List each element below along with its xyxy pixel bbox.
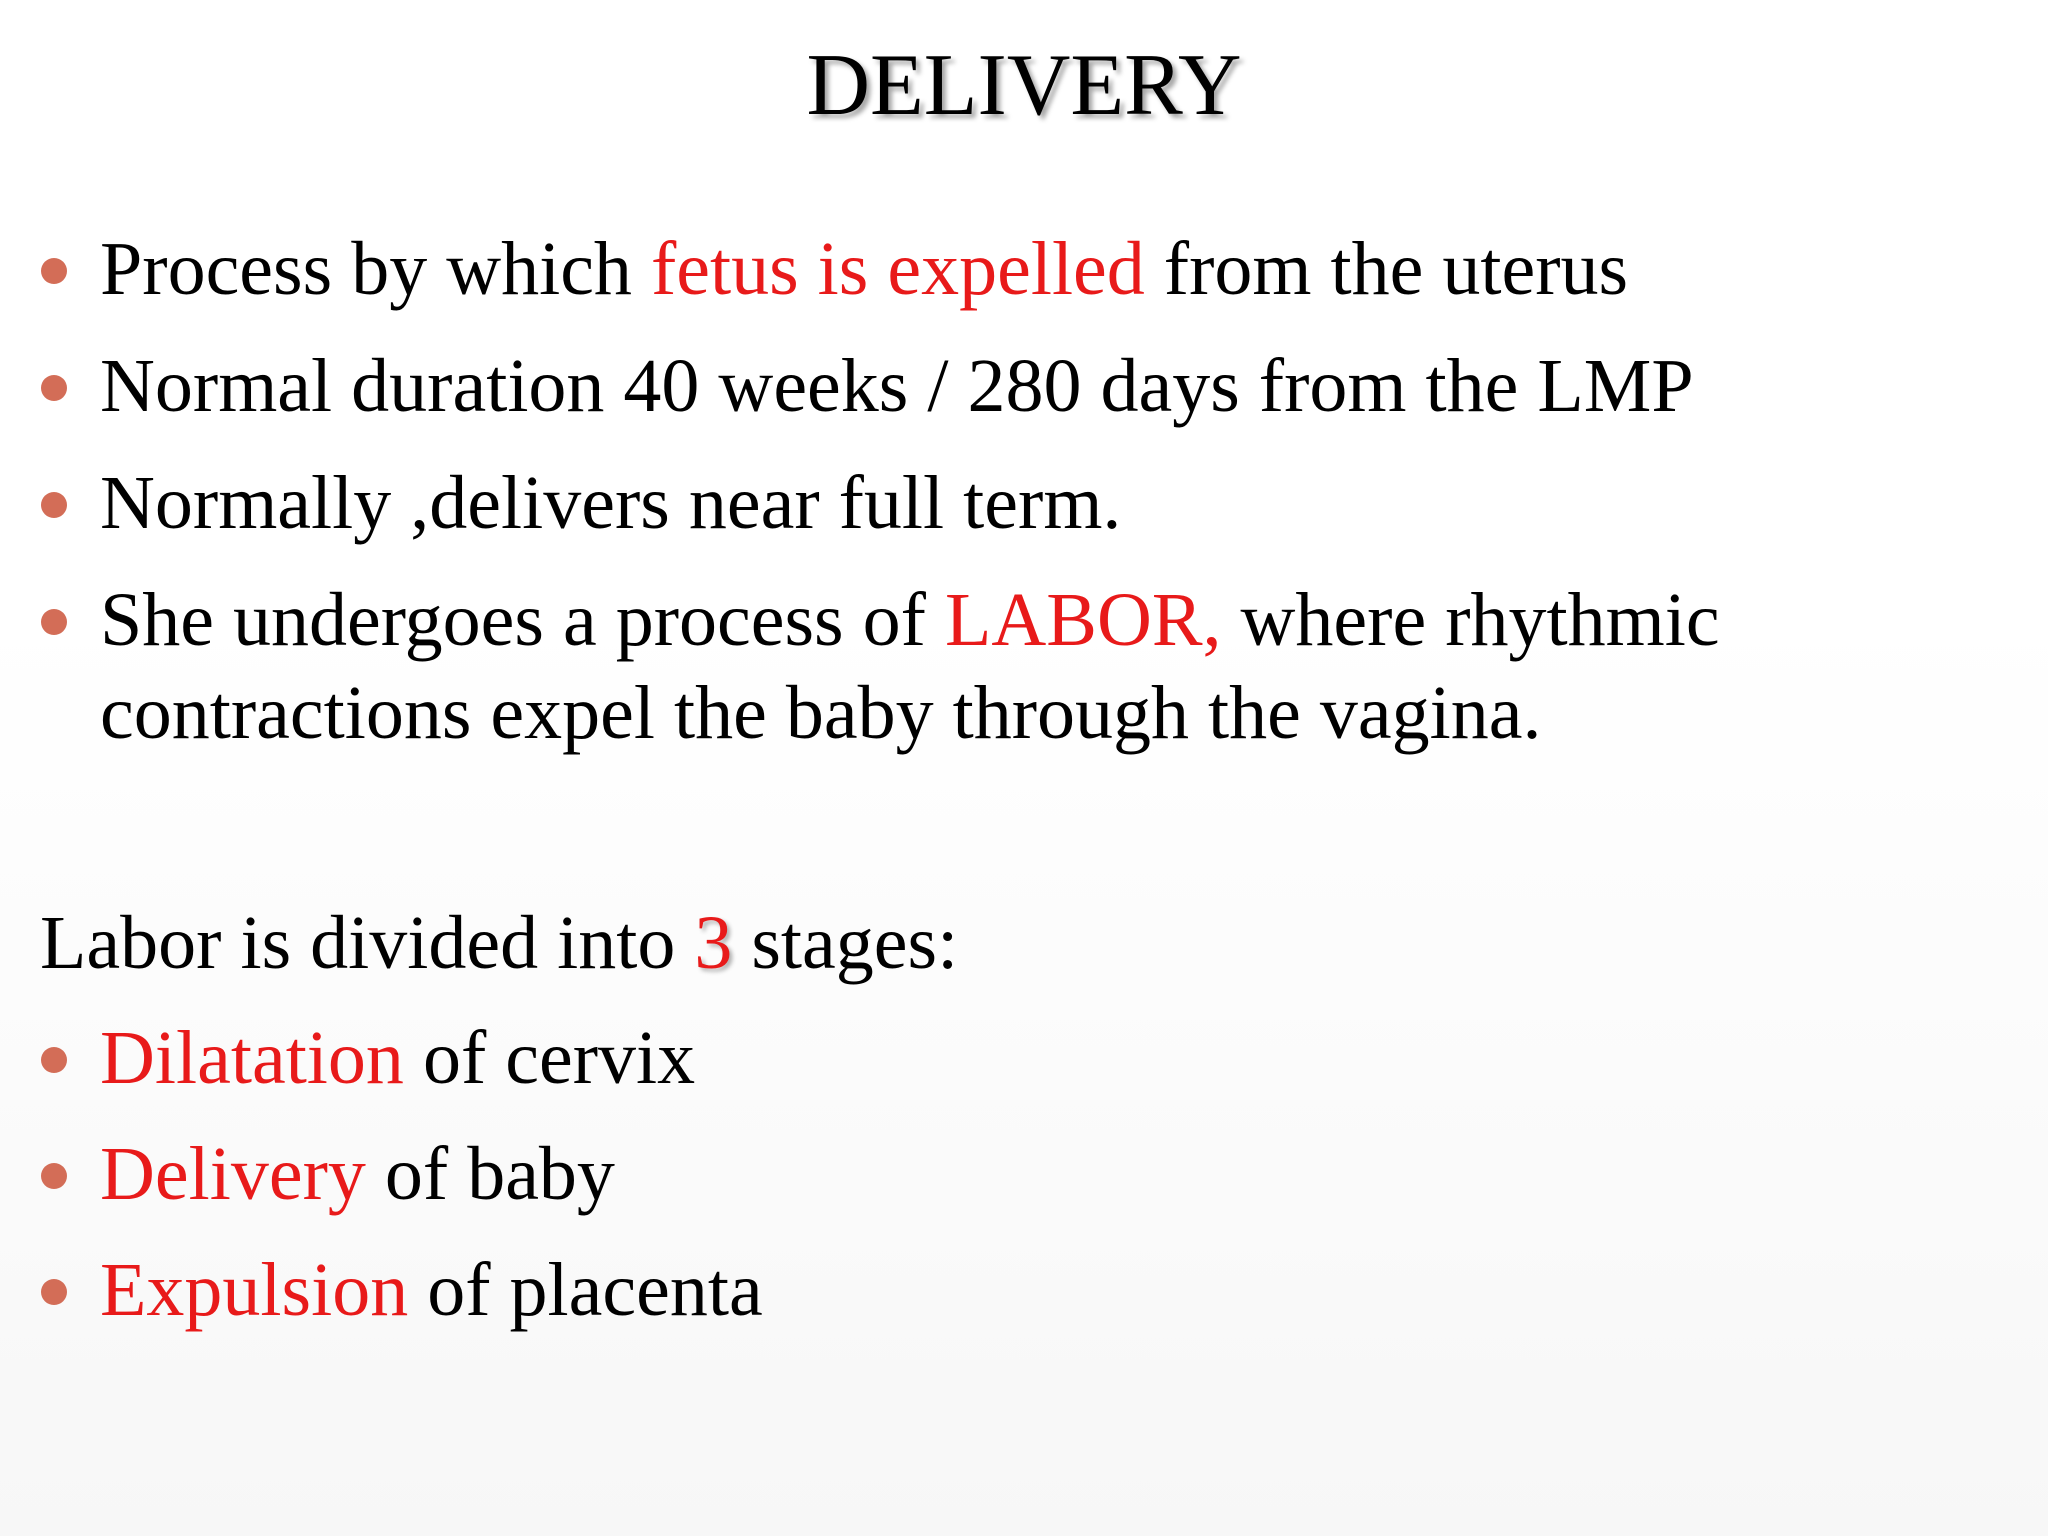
bullet-text: She undergoes a process of: [100, 578, 945, 662]
bullet-item: [100, 572, 1720, 668]
stage-highlight: Expulsion: [100, 1248, 409, 1332]
stage-item: [100, 1010, 695, 1106]
stages-intro-text: stages:: [732, 901, 959, 985]
bullet-text: Normally ,delivers near full term.: [100, 461, 1122, 545]
highlight-text: LABOR,: [944, 578, 1222, 662]
bullet-text: Normal duration 40 weeks / 280 days from the LMP: [100, 344, 1694, 428]
bullet-dot-icon: [41, 258, 67, 284]
stage-highlight: Dilatation: [100, 1016, 404, 1100]
stage-text: of placenta: [408, 1248, 763, 1332]
stage-item: [100, 1242, 763, 1338]
bullet-item: [100, 338, 1694, 434]
stage-text: of cervix: [403, 1016, 696, 1100]
slide-title: DELIVERY: [806, 37, 1242, 134]
stages-count: 3: [694, 901, 733, 985]
bullet-text: contractions expel the baby through the vagina.: [100, 671, 1542, 755]
stages-intro: [40, 895, 958, 991]
bullet-text: where rhythmic: [1221, 578, 1720, 662]
stages-intro-text: Labor is divided into: [40, 901, 695, 985]
bullet-dot-icon: [41, 609, 67, 635]
bullet-item-continuation: [100, 665, 1541, 761]
stage-text: of baby: [365, 1132, 615, 1216]
bullet-text: from the uterus: [1144, 227, 1629, 311]
bullet-dot-icon: [41, 375, 67, 401]
stage-item: [100, 1126, 615, 1222]
bullet-dot-icon: [41, 1047, 67, 1073]
bullet-item: [100, 221, 1628, 317]
bullet-dot-icon: [41, 1163, 67, 1189]
highlight-text: fetus is expelled: [650, 227, 1145, 311]
bullet-text: Process by which: [100, 227, 651, 311]
bullet-dot-icon: [41, 1279, 67, 1305]
stage-highlight: Delivery: [100, 1132, 366, 1216]
bullet-dot-icon: [41, 492, 67, 518]
bullet-item: [100, 455, 1121, 551]
